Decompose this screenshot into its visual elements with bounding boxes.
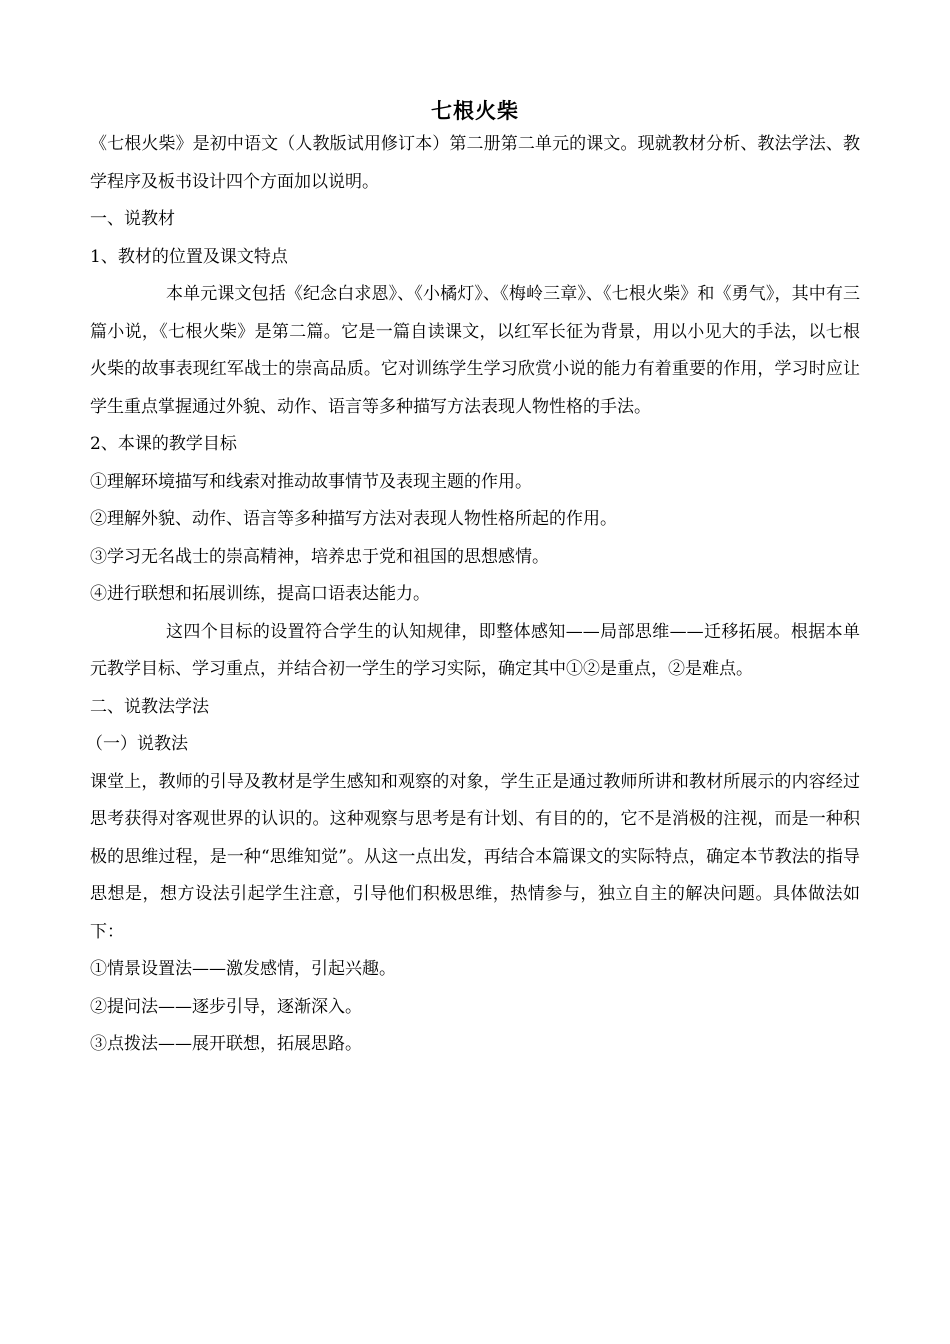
section-heading-textbook: 一、说教材 — [90, 209, 175, 229]
subheading-teaching-method: （一）说教法 — [86, 734, 188, 754]
teaching-method-paragraph: 课堂上，教师的引导及教材是学生感知和观察的对象，学生正是通过教师所讲和教材所展示的内容经过思考获得对客观世界的认识的。这种观察与思考是有计划、有目的的，它不是消极的注视，而是一种积极的思维过程，是一种“思维知觉”。从这一点出发，再结合本篇课文的实际特点，确定本节教法的指导思想是，想方设法引起学生注意，引导他们积极思维，热情参与，独立自主的解决问题。具体做法如下： — [90, 771, 860, 942]
objective-item: ①理解环境描写和线索对推动故事情节及表现主题的作用。 — [90, 471, 532, 492]
objective-item: ④进行联想和拓展训练，提高口语表达能力。 — [90, 584, 430, 604]
objectives-summary-paragraph: 这四个目标的设置符合学生的认知规律，即整体感知——局部思维——迁移拓展。根据本单元教学目标、学习重点，并结合初一学生的学习实际，确定其中①②是重点，②是难点。 — [90, 621, 860, 679]
subheading-position: 1、教材的位置及课文特点 — [90, 246, 288, 267]
document-page — [86, 96, 860, 1064]
subheading-objectives: 2、本课的教学目标 — [90, 434, 237, 454]
objective-item: ②理解外貌、动作、语言等多种描写方法对表现人物性格所起的作用。 — [90, 509, 617, 529]
method-item: ②提问法——逐步引导，逐渐深入。 — [90, 996, 362, 1017]
section-heading-methods: 二、说教法学法 — [90, 696, 209, 717]
method-item: ①情景设置法——激发感情，引起兴趣。 — [90, 959, 396, 979]
method-item: ③点拨法——展开联想，拓展思路。 — [90, 1034, 362, 1054]
intro-paragraph: 《七根火柴》是初中语文（人教版试用修订本）第二册第二单元的课文。现就教材分析、教法学法、教学程序及板书设计四个方面加以说明。 — [90, 134, 860, 192]
objective-item: ③学习无名战士的崇高精神，培养忠于党和祖国的思想感情。 — [90, 546, 549, 567]
unit-content-paragraph: 本单元课文包括《纪念白求恩》、《小橘灯》、《梅岭三章》、《七根火柴》和《勇气》，其中有三篇小说，《七根火柴》是第二篇。它是一篇自读课文，以红军长征为背景，用以小见大的手法，以七根火柴的故事表现红军战士的崇高品质。它对训练学生学习欣赏小说的能力有着重要的作用，学习时应让学生重点掌握通过外貌、动作、语言等多种描写方法表现人物性格的手法。 — [90, 284, 860, 417]
document-title: 七根火柴 — [431, 99, 519, 123]
